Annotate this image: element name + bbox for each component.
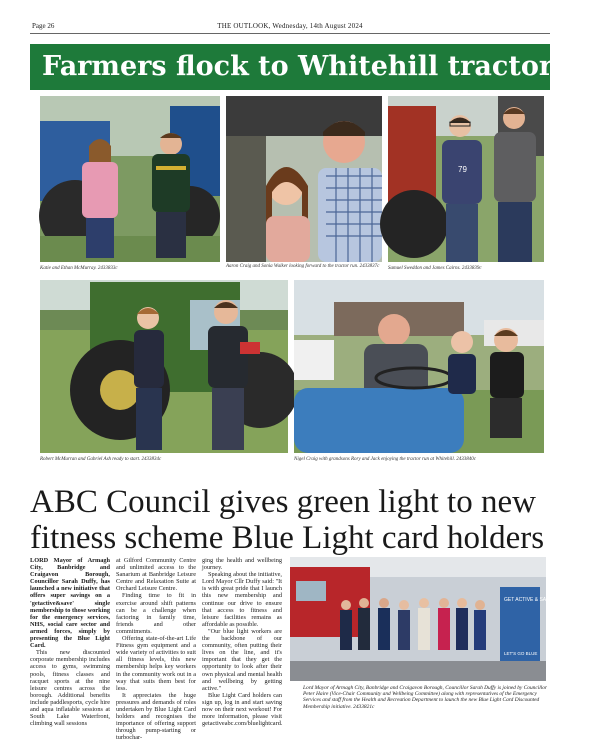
photo-nigel-grandsons <box>294 280 544 453</box>
article-paragraph: This new discounted corporate membership includes access to gyms, swimming pools, fitness classes and racquet sports at the nine leisure centres across the borough. Additional benefits include paddlesports, cycle hire and aqua inflatable sessions at South Lake Waterfront, climbing wall sessions <box>30 649 110 728</box>
article-paragraph: "Our blue light workers are the backbone of our community, often putting their lives on the line, and it's important that they get the opportunity to look after their own physical and mental health and wellbeing by getting active." <box>202 627 282 692</box>
sign-text: GET ACTIVE & SAVE <box>504 597 553 603</box>
article-paragraph: at Gilford Community Centre and unlimited access to the Sanarium at Banbridge Leisure Centre and Relaxation Suite at Orchard Leisure Centre. <box>116 557 196 593</box>
article-paragraph: ging the health and wellbeing journey. <box>202 557 282 572</box>
photo-caption: Katie and Ethan McMurray. 2433833c <box>40 266 118 271</box>
photo-robert-gabriel <box>40 280 288 453</box>
article-paragraph: Blue Light Card holders can sign up, log in and start saving now on their next workout! For more information, please visit getactiveabc.com/bluelightcard. <box>202 691 283 728</box>
article-column-1 <box>30 557 110 727</box>
page-number: Page 26 <box>32 22 55 30</box>
article-paragraph: Speaking about the initiative, Lord Mayor Cllr Duffy said: "It is with great pride that I launch this new membership and continue our drive to ensure that access to fitness and leisure facilities remains as affordable as possible. <box>202 571 282 628</box>
photo-caption: Lord Mayor of Armagh City, Banbridge and Craigavon Borough, Councillor Sarah Duffy is joined by Councillor Peter Haire (Vice-Chair Community and Wellbeing Committee) along with representatives of the Emergency Services and staff from the Health and Recreation Department to launch the new Blue Light Card Discounted Membership initiative. 2433821c <box>303 685 548 710</box>
photo-caption: Nigel Craig with grandsons Rory and Jack enjoying the tractor run at Whitehill. 2433840c <box>294 457 476 462</box>
photo-caption: Robert McMurran and Gabriel Ash ready to start. 2433834c <box>40 457 162 462</box>
photo-katie-ethan <box>40 96 220 262</box>
article-paragraph: Offering state-of-the-art Life Fitness gym equipment and a wide variety of activities to suit all fitness levels, this new membership helps key workers in the community work out in a way that suits them best for less. <box>116 635 196 692</box>
svg-text:79: 79 <box>458 165 467 174</box>
photo-samuel-james <box>388 96 544 262</box>
photo-caption: Samuel Sweddon and James Cairns. 2433839c <box>388 266 482 271</box>
article-column-3 <box>202 557 282 727</box>
header-rule <box>30 33 550 34</box>
masthead: THE OUTLOOK, Wednesday, 14th August 2024 <box>217 22 363 30</box>
banner-headline: Farmers flock to Whitehill tractor run <box>30 44 550 90</box>
article-lead: LORD Mayor of Armagh City, Banbridge and Craigavon Borough, Councillor Sarah Duffy, has launched a new initiative that offers super savings on a 'getactive&save' single membership to those working for the emergency services, NHS, social care sector and armed forces, simply by presenting the Blue Light Card. <box>30 557 110 650</box>
article-paragraph: It appreciates the huge pressures and demands of roles undertaken by Blue Light Card holders and recognises the importance of offering support through pump-starting or turbochar- <box>116 691 196 741</box>
photo-blue-light-launch <box>290 557 553 681</box>
article-column-2 <box>116 557 196 741</box>
sign-text: LET'S GO BLUE <box>504 651 538 656</box>
photo-aaron-sonia <box>226 96 382 262</box>
page-header <box>32 22 548 32</box>
photo-caption: Aaron Craig and Sonia Walker looking forward to the tractor run. 2433837c <box>226 264 380 269</box>
article-headline: ABC Council gives green light to new fitness scheme Blue Light card holders <box>30 484 545 556</box>
article-paragraph: Finding time to fit in exercise around shift patterns can be a challenge when factoring in family time, friends and other commitments. <box>116 592 196 635</box>
